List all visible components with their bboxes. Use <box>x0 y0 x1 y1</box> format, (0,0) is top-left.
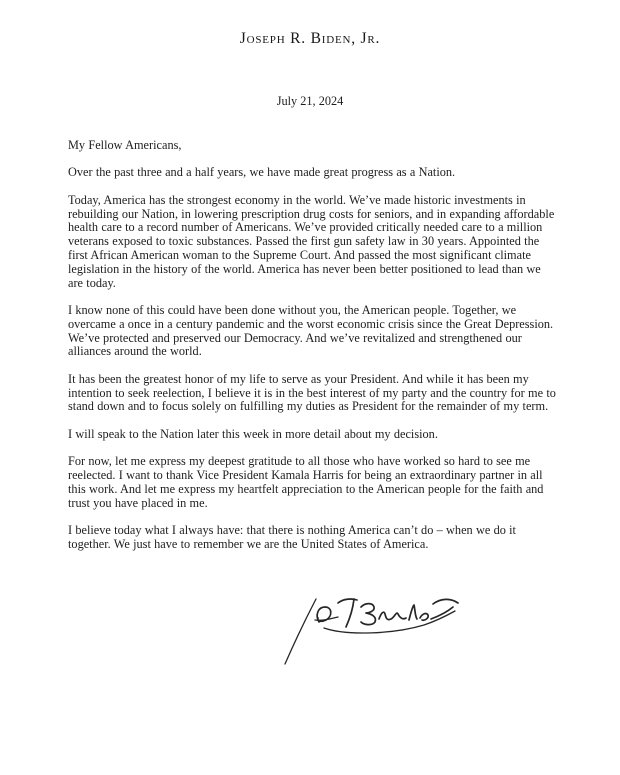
paragraph-stand-down-announcement: It has been the greatest honor of my life to serve as your President. And while it has been my intention to seek reelection, I believe it is in the best interest of my party and the country for me to stand down and to focus solely on fulfilling my duties as President for the remainder of my term. <box>68 371 556 414</box>
paragraph-american-people: I know none of this could have been done without you, the American people. Together, we overcame a once in a century pandemic and the worst economic crisis since the Great Depression. We’ve protected and preserved our Democracy. And we’ve revitalized and strengthened our alliances around the world. <box>68 302 554 359</box>
salutation: My Fellow Americans, <box>68 138 182 152</box>
paragraph-progress: Over the past three and a half years, we have made great progress as a Nation. <box>68 165 456 180</box>
paragraph-speak-to-nation: I will speak to the Nation later this week in more detail about my decision. <box>68 426 438 441</box>
paragraph-closing-united-states: I believe today what I always have: that there is nothing America can’t do – when we do it together. We just have to remember we are the United States of America. <box>68 522 516 551</box>
letterhead-name: Joseph R. Biden, Jr. <box>239 30 381 47</box>
signature-handwritten <box>272 594 484 674</box>
paragraph-gratitude-kamala-harris: For now, let me express my deepest gratitude to all those who have worked so hard to see me reelected. I want to thank Vice President Kamala Harris for being an extraordinary partner in all this work. And let me express my heartfelt appreciation to the American people for the faith and trust you have placed in me. <box>68 454 544 510</box>
paragraph-economy-accomplishments: Today, America has the strongest economy in the world. We’ve made historic investments in rebuilding our Nation, in lowering prescription drug costs for seniors, and in expanding affordable health care to a record number of Americans. We’ve provided critically needed care to a million veterans exposed to toxic substances. Passed the first gun safety law in 30 years. Appointed the first African American woman to the Supreme Court. And passed the most significant climate legislation in the history of the world. America has never been better positioned to lead than we are today. <box>68 192 555 290</box>
letter-date: July 21, 2024 <box>276 94 344 108</box>
letter-body <box>0 139 620 551</box>
